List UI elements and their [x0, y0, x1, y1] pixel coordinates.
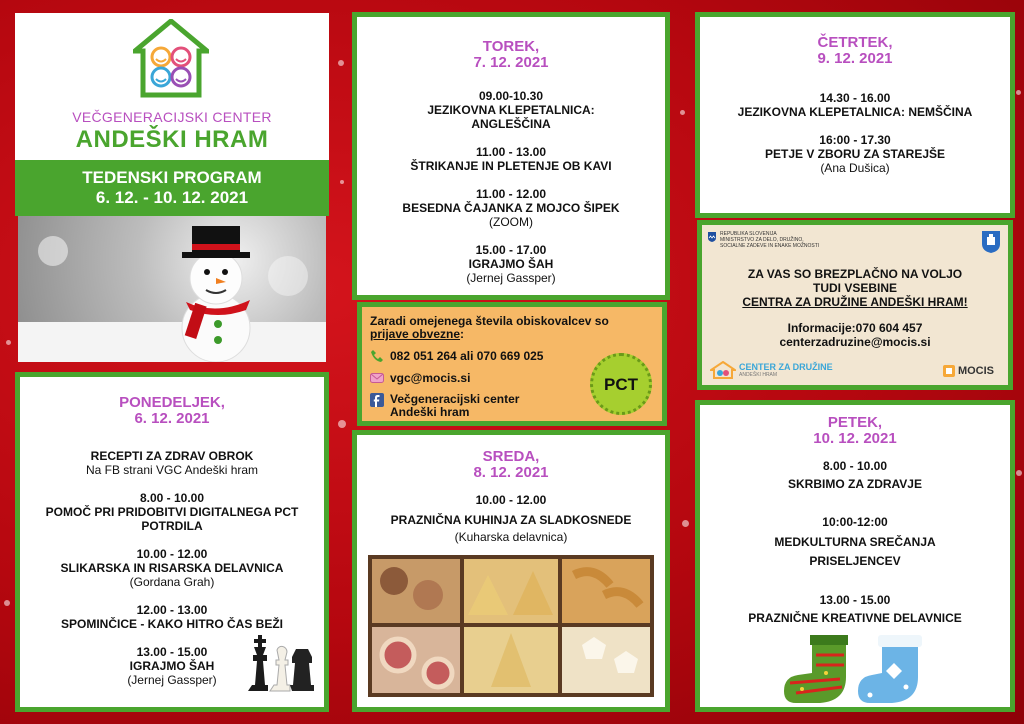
event-title: PETJE V ZBORU ZA STAREJŠE: [764, 147, 946, 161]
monday-day: PONEDELJEK,: [119, 394, 225, 411]
phone-icon: [370, 349, 384, 363]
monday-panel: [15, 372, 329, 712]
event-title: BESEDNA ČAJANKA Z MOJCO ŠIPEK: [402, 201, 620, 215]
info-line-1: ZA VAS SO BREZPLAČNO NA VOLJO: [747, 267, 963, 281]
tuesday-event-4: [357, 243, 665, 285]
ministry-line-1: REPUBLIKA SLOVENIJA: [720, 231, 777, 237]
event-time: 8.00 - 10.00: [139, 491, 205, 505]
info-email[interactable]: centerzadruzine@mocis.si: [779, 335, 931, 349]
pct-badge-label: PCT: [604, 374, 638, 394]
event-time: 11.00 - 13.00: [475, 145, 547, 159]
contact-box: [357, 302, 667, 426]
slovenia-coat-of-arms-icon: [708, 232, 716, 242]
wednesday-panel: [352, 430, 670, 712]
notice-line: Zaradi omejenega števila obiskovalcev so: [370, 314, 609, 328]
monday-date: 6. 12. 2021: [134, 410, 210, 427]
facebook-link[interactable]: Večgeneracijski center Andeški hram: [390, 392, 520, 419]
logo-line-2: ANDEŠKI HRAM: [75, 126, 269, 153]
friday-event-2: [700, 515, 1010, 571]
event-note: Na FB strani VGC Andeški hram: [85, 463, 259, 477]
monday-event-4: [20, 603, 324, 631]
tuesday-event-1: [357, 89, 665, 131]
ministry-line-2: MINISTRSTVO ZA DELO, DRUŽINO,: [720, 237, 804, 243]
event-title: RECEPTI ZA ZDRAV OBROK: [90, 449, 254, 463]
event-note: (Kuharska delavnica): [454, 530, 568, 544]
facebook-icon: [370, 393, 384, 407]
friday-panel: [695, 400, 1015, 712]
event-title: SLIKARSKA IN RISARSKA DELAVNICA: [60, 561, 284, 575]
event-title: JEZIKOVNA KLEPETALNICA: ANGLEŠČINA: [427, 103, 595, 131]
tuesday-date: 7. 12. 2021: [473, 54, 549, 71]
family-house-icon: [710, 361, 736, 379]
thursday-day: ČETRTEK,: [817, 34, 893, 51]
house-logo-icon: [133, 19, 209, 99]
info-line-3[interactable]: CENTRA ZA DRUŽINE ANDEŠKI HRAM!: [742, 295, 968, 309]
family-center-info: [697, 220, 1013, 390]
snowman-icon: [164, 216, 274, 362]
event-title: PRAZNIČNA KUHINJA ZA SLADKOSNEDE: [390, 513, 632, 527]
thursday-event-1: [700, 91, 1010, 119]
event-time: 14.30 - 16.00: [819, 91, 891, 105]
monday-event-3: [20, 547, 324, 589]
ministry-line-3: SOCIALNE ZADEVE IN ENAKE MOŽNOSTI: [720, 243, 820, 249]
event-note: (Jernej Gassper): [127, 673, 217, 687]
municipality-coat-of-arms-icon: [982, 231, 1000, 253]
event-time: 13.00 - 15.00: [819, 593, 891, 607]
event-title: JEZIKOVNA KLEPETALNICA: NEMŠČINA: [737, 105, 973, 119]
mail-icon: [370, 371, 384, 385]
event-time: 10:00-12:00: [822, 515, 888, 529]
tuesday-event-3: [357, 187, 665, 229]
notice-required: prijave obvezne: [370, 327, 461, 341]
mocis-logo: [943, 365, 994, 377]
thursday-date: 9. 12. 2021: [817, 50, 893, 67]
program-title: TEDENSKI PROGRAM: [82, 168, 262, 187]
event-time: 10.00 - 12.00: [136, 547, 208, 561]
snowman-photo: [18, 216, 326, 362]
friday-event-3: [700, 593, 1010, 625]
event-time: 12.00 - 13.00: [136, 603, 208, 617]
event-title: MEDKULTURNA SREČANJA PRISELJENCEV: [774, 535, 936, 568]
event-title: POMOČ PRI PRIDOBITVI DIGITALNEGA PCT POTRDILA: [45, 505, 299, 533]
wednesday-day: SREDA,: [482, 448, 540, 465]
monday-event-1: [20, 449, 324, 477]
event-time: 16:00 - 17.30: [819, 133, 891, 147]
event-title: SPOMINČICE - KAKO HITRO ČAS BEŽI: [60, 617, 283, 631]
event-title: IGRAJMO ŠAH: [129, 659, 215, 673]
event-title: PRAZNIČNE KREATIVNE DELAVNICE: [748, 611, 962, 625]
pct-badge: [590, 353, 652, 415]
program-banner: [15, 160, 329, 216]
chess-pieces-icon: [242, 629, 318, 695]
event-time: 15.00 - 17.00: [475, 243, 547, 257]
event-note: (Gordana Grah): [129, 575, 215, 589]
family-center-logo: [710, 361, 833, 379]
thursday-event-2: [700, 133, 1010, 175]
event-time: 8.00 - 10.00: [822, 459, 888, 473]
event-note: (Jernej Gassper): [466, 271, 556, 285]
event-note: (Ana Dušica): [820, 161, 890, 175]
wednesday-event-1: [357, 493, 665, 544]
notice-text: [370, 315, 654, 341]
info-line-2: TUDI VSEBINE: [812, 281, 897, 295]
thursday-panel: [695, 12, 1015, 218]
logo-line-1: VEČGENERACIJSKI CENTER: [72, 109, 272, 125]
wednesday-date: 8. 12. 2021: [473, 464, 549, 481]
event-note: (ZOOM): [489, 215, 533, 229]
friday-date: 10. 12. 2021: [813, 430, 897, 447]
logo-panel: [15, 13, 329, 161]
mocis-logo-text: MOCIS: [957, 365, 994, 377]
event-title: IGRAJMO ŠAH: [468, 257, 554, 271]
event-time: 09.00-10.30: [478, 89, 544, 103]
event-time: 11.00 - 12.00: [475, 187, 547, 201]
phone-number[interactable]: 082 051 264 ali 070 669 025: [390, 348, 544, 363]
christmas-stockings-icon: [782, 633, 942, 707]
tuesday-panel: [352, 12, 670, 300]
tuesday-event-2: [357, 145, 665, 173]
family-center-logo-sub: ANDEŠKI HRAM: [739, 372, 778, 378]
family-center-logo-name: CENTER ZA DRUŽINE: [739, 362, 833, 372]
email-link[interactable]: vgc@mocis.si: [390, 370, 471, 385]
event-title: ŠTRIKANJE IN PLETENJE OB KAVI: [410, 159, 612, 173]
tuesday-day: TOREK,: [482, 38, 540, 55]
friday-day: PETEK,: [827, 414, 883, 431]
event-time: 13.00 - 15.00: [136, 645, 208, 659]
info-phone[interactable]: Informacije:070 604 457: [787, 321, 923, 335]
monday-event-2: [20, 491, 324, 533]
event-time: 10.00 - 12.00: [475, 493, 547, 507]
program-dates: 6. 12. - 10. 12. 2021: [95, 188, 249, 207]
friday-event-1: [700, 459, 1010, 491]
cookies-photo: [368, 555, 654, 697]
mocis-icon: [943, 365, 955, 377]
event-title: SKRBIMO ZA ZDRAVJE: [787, 477, 922, 491]
notice-colon: :: [460, 327, 465, 341]
